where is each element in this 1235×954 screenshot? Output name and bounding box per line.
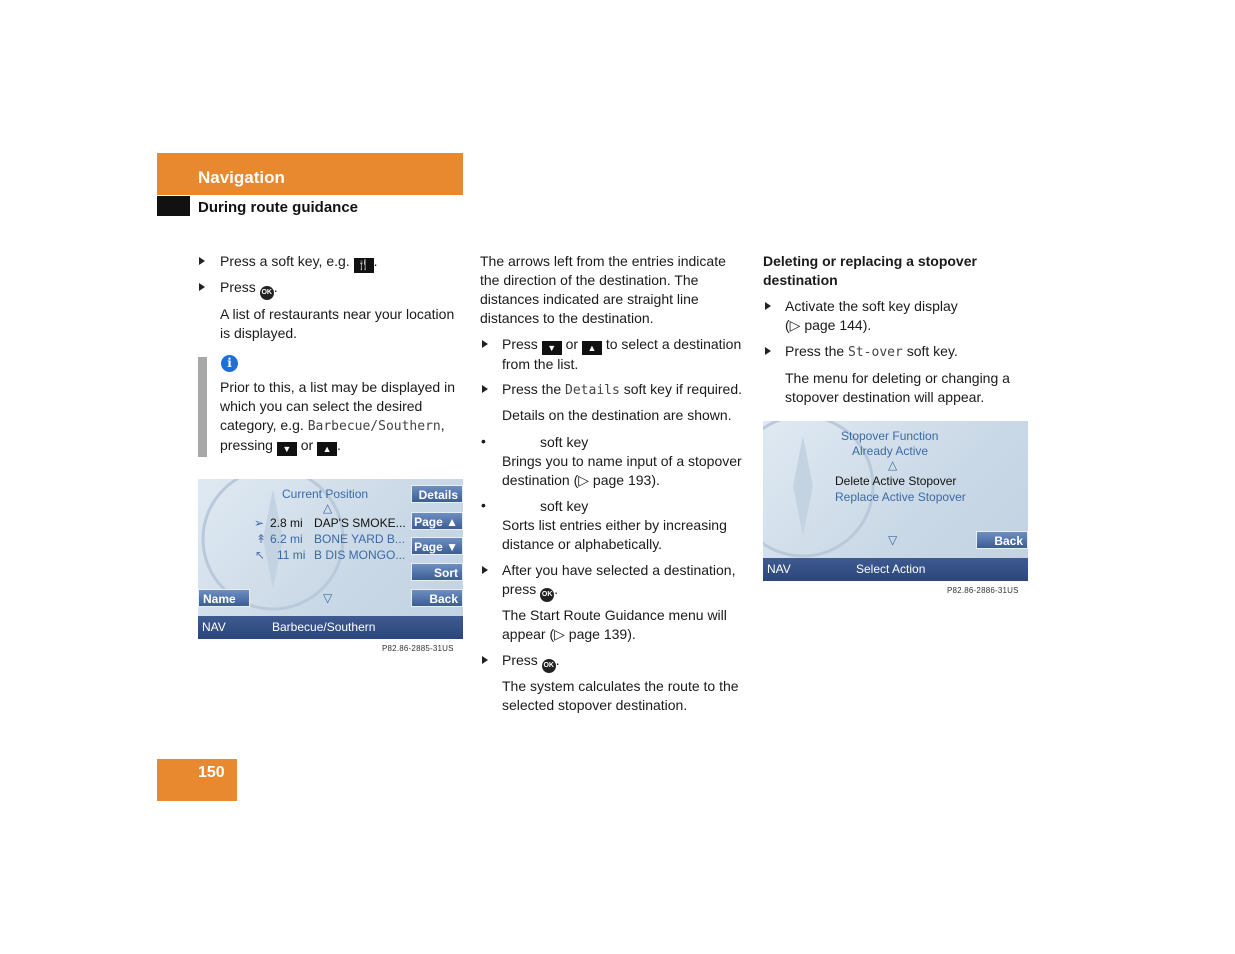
page-number: 150 — [198, 764, 225, 781]
ok-button-icon: OK — [542, 659, 556, 673]
screen-subtitle: Already Active — [852, 444, 929, 458]
sort-softkey[interactable]: Sort — [411, 563, 463, 581]
status-bar — [198, 616, 463, 639]
page-number-tab — [157, 759, 237, 801]
section-title: Navigation — [198, 168, 285, 187]
col2-bullet1: soft key Brings you to name input of a stopover destination (▷ page 193). — [502, 434, 742, 488]
status-action: Select Action — [856, 562, 926, 576]
status-nav: NAV — [767, 562, 791, 576]
figure-code: P82.86-2886-31US — [947, 586, 1019, 595]
step-arrow-icon — [482, 566, 488, 574]
col3-result: The menu for deleting or changing a stopover destination will appear. — [785, 370, 1010, 405]
back-softkey[interactable]: Back — [976, 531, 1028, 549]
list-item-distance: 2.8 mi — [270, 516, 303, 530]
step-arrow-icon — [482, 656, 488, 664]
ok-button-icon: OK — [540, 588, 554, 602]
col3-step1: Activate the soft key display (▷ page 144). — [785, 298, 958, 333]
page-up-softkey[interactable]: Page ▲ — [411, 512, 463, 530]
info-box-bar — [198, 357, 207, 457]
step-arrow-icon — [765, 347, 771, 355]
subsection-title: During route guidance — [198, 199, 359, 216]
nav-screen-restaurants — [198, 479, 463, 639]
screen-title: Stopover Function — [841, 429, 939, 443]
list-item-name[interactable]: BONE YARD B... — [314, 532, 405, 546]
col2-bullet2: soft key Sorts list entries either by increasing distance or alphabetically. — [502, 498, 727, 552]
col1-step1: Press a soft key, e.g. 🍴 . — [220, 253, 378, 271]
status-category: Barbecue/Southern — [272, 620, 376, 634]
up-key-icon: ▲ — [317, 442, 337, 456]
details-softkey[interactable]: Details — [411, 485, 463, 503]
direction-arrow-icon: ↖ — [255, 548, 266, 562]
bullet: • — [481, 433, 486, 449]
menu-item-replace-stopover[interactable]: Replace Active Stopover — [835, 490, 966, 504]
list-item-name[interactable]: B DIS MONGO... — [314, 548, 406, 562]
name-softkey[interactable]: Name — [198, 589, 250, 607]
col2-step4: Press OK . — [502, 651, 560, 673]
info-text: Prior to this, a list may be displayed in which you can select the desired category, e.g. Barbecue/Southern, pressing ▼ or ▲ . — [220, 379, 455, 454]
direction-arrow-icon: ↟ — [256, 532, 267, 546]
up-key-icon: ▲ — [582, 341, 602, 355]
col3-step2: Press the St-over soft key. — [785, 343, 958, 360]
list-item-distance: 11 mi — [277, 548, 306, 562]
list-item-name[interactable]: DAP'S SMOKE... — [314, 516, 406, 530]
down-key-icon: ▼ — [542, 341, 562, 355]
status-bar — [763, 558, 1028, 581]
col2-step1: Press ▼ or ▲ to select a destination from the list. — [502, 336, 742, 372]
step-arrow-icon — [482, 385, 488, 393]
col2-step4-result: The system calculates the route to the selected stopover destination. — [502, 678, 739, 713]
col3-heading: Deleting or replacing a stopover destination — [763, 253, 977, 288]
step-arrow-icon — [765, 302, 771, 310]
col2-step2-result: Details on the destination are shown. — [502, 407, 732, 423]
step-arrow-icon — [199, 257, 205, 265]
col1-result: A list of restaurants near your location is displayed. — [220, 306, 455, 341]
col2-intro: The arrows left from the entries indicate the direction of the destination. The distances indicated are straight line distances to the destination. — [480, 253, 726, 326]
col2-step3: After you have selected a destination, press OK . — [502, 561, 735, 602]
scroll-down-icon[interactable]: ▽ — [323, 591, 333, 605]
nav-screen-stopover — [763, 421, 1028, 581]
col2-step2: Press the Details soft key if required. — [502, 381, 742, 398]
status-nav: NAV — [202, 620, 226, 634]
col1-step2: Press OK . — [220, 278, 278, 300]
scroll-up-icon[interactable]: △ — [323, 501, 333, 515]
back-softkey[interactable]: Back — [411, 589, 463, 607]
restaurant-key-icon: 🍴 — [354, 258, 374, 273]
col2-step3-result: The Start Route Guidance menu will appear (▷ page 139). — [502, 607, 727, 642]
menu-item-delete-stopover[interactable]: Delete Active Stopover — [835, 474, 957, 488]
step-arrow-icon — [199, 283, 205, 291]
page-down-softkey[interactable]: Page ▼ — [411, 537, 463, 555]
list-item-distance: 6.2 mi — [270, 532, 303, 546]
scroll-up-icon[interactable]: △ — [888, 458, 898, 472]
subsection-marker — [157, 196, 190, 216]
step-arrow-icon — [482, 340, 488, 348]
screen-title: Current Position — [282, 487, 369, 501]
figure-code: P82.86-2885-31US — [382, 644, 454, 653]
scroll-down-icon[interactable]: ▽ — [888, 533, 898, 547]
down-key-icon: ▼ — [277, 442, 297, 456]
bullet: • — [481, 497, 486, 513]
ok-button-icon: OK — [260, 286, 274, 300]
info-icon: i — [221, 355, 238, 372]
direction-arrow-icon: ➢ — [254, 516, 265, 530]
